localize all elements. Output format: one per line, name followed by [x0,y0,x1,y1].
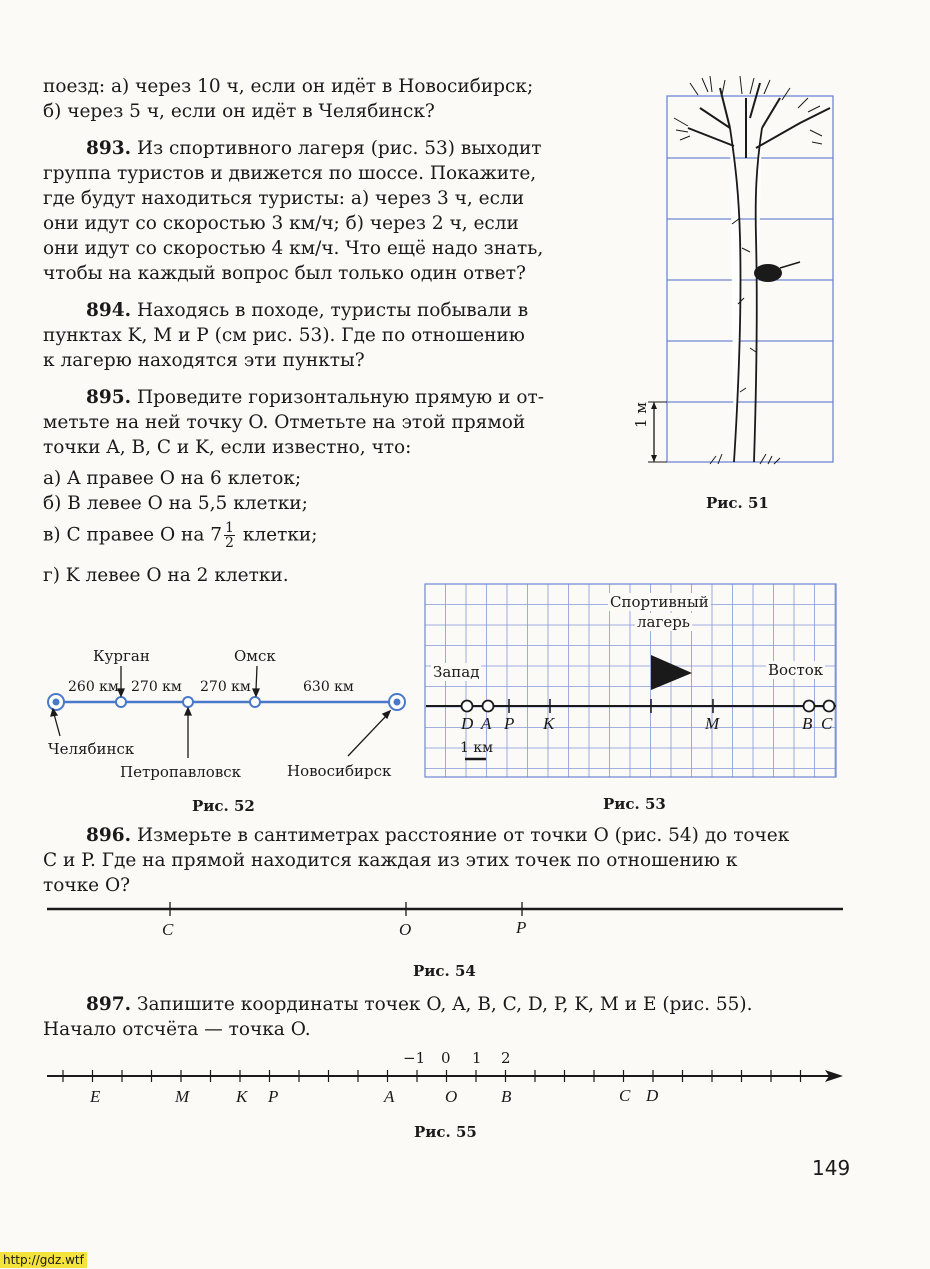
point-label-b: B [501,1087,512,1106]
city-kurgan: Курган [93,647,150,665]
problem-893-line: группа туристов и движется по шоссе. Покажите, [43,163,537,184]
city-petropavlovsk: Петропавловск [120,763,242,781]
distance-label: 260 км [68,679,119,695]
tick-label-0: 0 [441,1049,451,1067]
city-omsk: Омск [234,647,276,665]
point-label-m: M [705,714,720,733]
fraction [224,521,235,550]
fig55-caption: Рис. 55 [414,1123,477,1141]
distance-label: 270 км [200,679,251,695]
text: клетки; [236,524,318,546]
west-label: Запад [433,663,480,681]
tick-label-1: 1 [472,1049,482,1067]
problem-894-line: пунктах K, M и P (см рис. 53). Где по отношению [43,325,525,346]
scale-label: 1 км [460,740,493,756]
point-label-o: O [399,920,412,939]
fig52-caption: Рис. 52 [192,797,255,815]
distance-label: 630 км [303,679,354,695]
point-label-a: A [384,1087,395,1106]
problem-893-line: они идут со скоростью 3 км/ч; б) через 2 ч, если [43,213,519,234]
problem-text: Измерьте в сантиметрах расстояние от точки O (рис. 54) до точек [131,825,790,846]
problem-893-line: чтобы на каждый вопрос был только один ответ? [43,263,526,284]
point-label-m: M [175,1087,190,1106]
problem-895-line: метьте на ней точку O. Отметьте на этой прямой [43,412,526,433]
problem-number: 894. [86,300,132,321]
problem-text: Запишите координаты точек O, A, B, C, D, P, K, M и E (рис. 55). [131,994,753,1015]
problem-895-d: г) K левее O на 2 клетки. [43,565,289,586]
city-chelyabinsk: Челябинск [48,740,135,758]
problem-897-line: Начало отсчёта — точка O. [43,1019,311,1040]
east-label: Восток [768,661,824,679]
point-label-p: P [516,918,527,937]
fig51-caption: Рис. 51 [706,494,769,512]
point-label-k: K [543,714,555,733]
page-number: 149 [812,1156,851,1180]
point-label-c: C [821,714,833,733]
problem-895-c [43,521,317,550]
fig51-scale-label: 1 м [632,402,650,428]
problem-number: 897. [86,994,132,1015]
fig53-caption: Рис. 53 [603,795,666,813]
tick-label-minus-1: −1 [403,1049,426,1067]
point-label-k: K [236,1087,248,1106]
problem-894 [86,298,528,324]
problem-894-line: к лагерю находятся эти пункты? [43,350,365,371]
problem-text: Находясь в походе, туристы побывали в [131,300,529,321]
point-label-p: P [504,714,515,733]
point-label-b: B [802,714,813,733]
camp-label-2: лагерь [637,613,690,631]
problem-895-a: а) A правее O на 6 клеток; [43,468,302,489]
problem-number: 895. [86,387,132,408]
tick-label-2: 2 [501,1049,511,1067]
point-label-d: D [461,714,474,733]
intro-line-2: б) через 5 ч, если он идёт в Челябинск? [43,101,435,122]
figure-51-tree [630,68,840,478]
point-label-d: D [646,1086,659,1105]
problem-895 [86,385,544,411]
fig54-caption: Рис. 54 [413,962,476,980]
camp-label-1: Спортивный [610,593,709,611]
problem-893-line: они идут со скоростью 4 км/ч. Что ещё надо знать, [43,238,544,259]
problem-893-line: где будут находиться туристы: а) через 3 ч, если [43,188,525,209]
denominator: 2 [225,535,234,551]
point-label-o: O [445,1087,458,1106]
problem-number: 896. [86,825,132,846]
problem-896-line: C и P. Где на прямой находится каждая из этих точек по отношению к [43,850,738,871]
intro-line-1: поезд: а) через 10 ч, если он идёт в Новосибирск; [43,76,534,97]
problem-893 [86,136,542,162]
problem-897 [86,992,752,1018]
problem-895-line: точки A, B, C и K, если известно, что: [43,437,412,458]
text: в) C правее O на 7 [43,524,223,546]
point-label-p: P [268,1087,279,1106]
problem-text: Из спортивного лагеря (рис. 53) выходит [131,138,542,159]
point-label-c: C [619,1086,631,1105]
point-label-e: E [90,1087,101,1106]
point-label-c: C [162,920,174,939]
city-novosibirsk: Новосибирск [287,762,392,780]
point-label-a: A [481,714,492,733]
problem-895-b: б) B левее O на 5,5 клетки; [43,493,308,514]
problem-number: 893. [86,138,132,159]
problem-896-line: точке O? [43,875,131,896]
numerator: 1 [225,520,234,536]
distance-label: 270 км [131,679,182,695]
problem-896 [86,823,789,849]
problem-text: Проведите горизонтальную прямую и от- [131,387,544,408]
watermark-link[interactable]: http://gdz.wtf [0,1252,87,1268]
